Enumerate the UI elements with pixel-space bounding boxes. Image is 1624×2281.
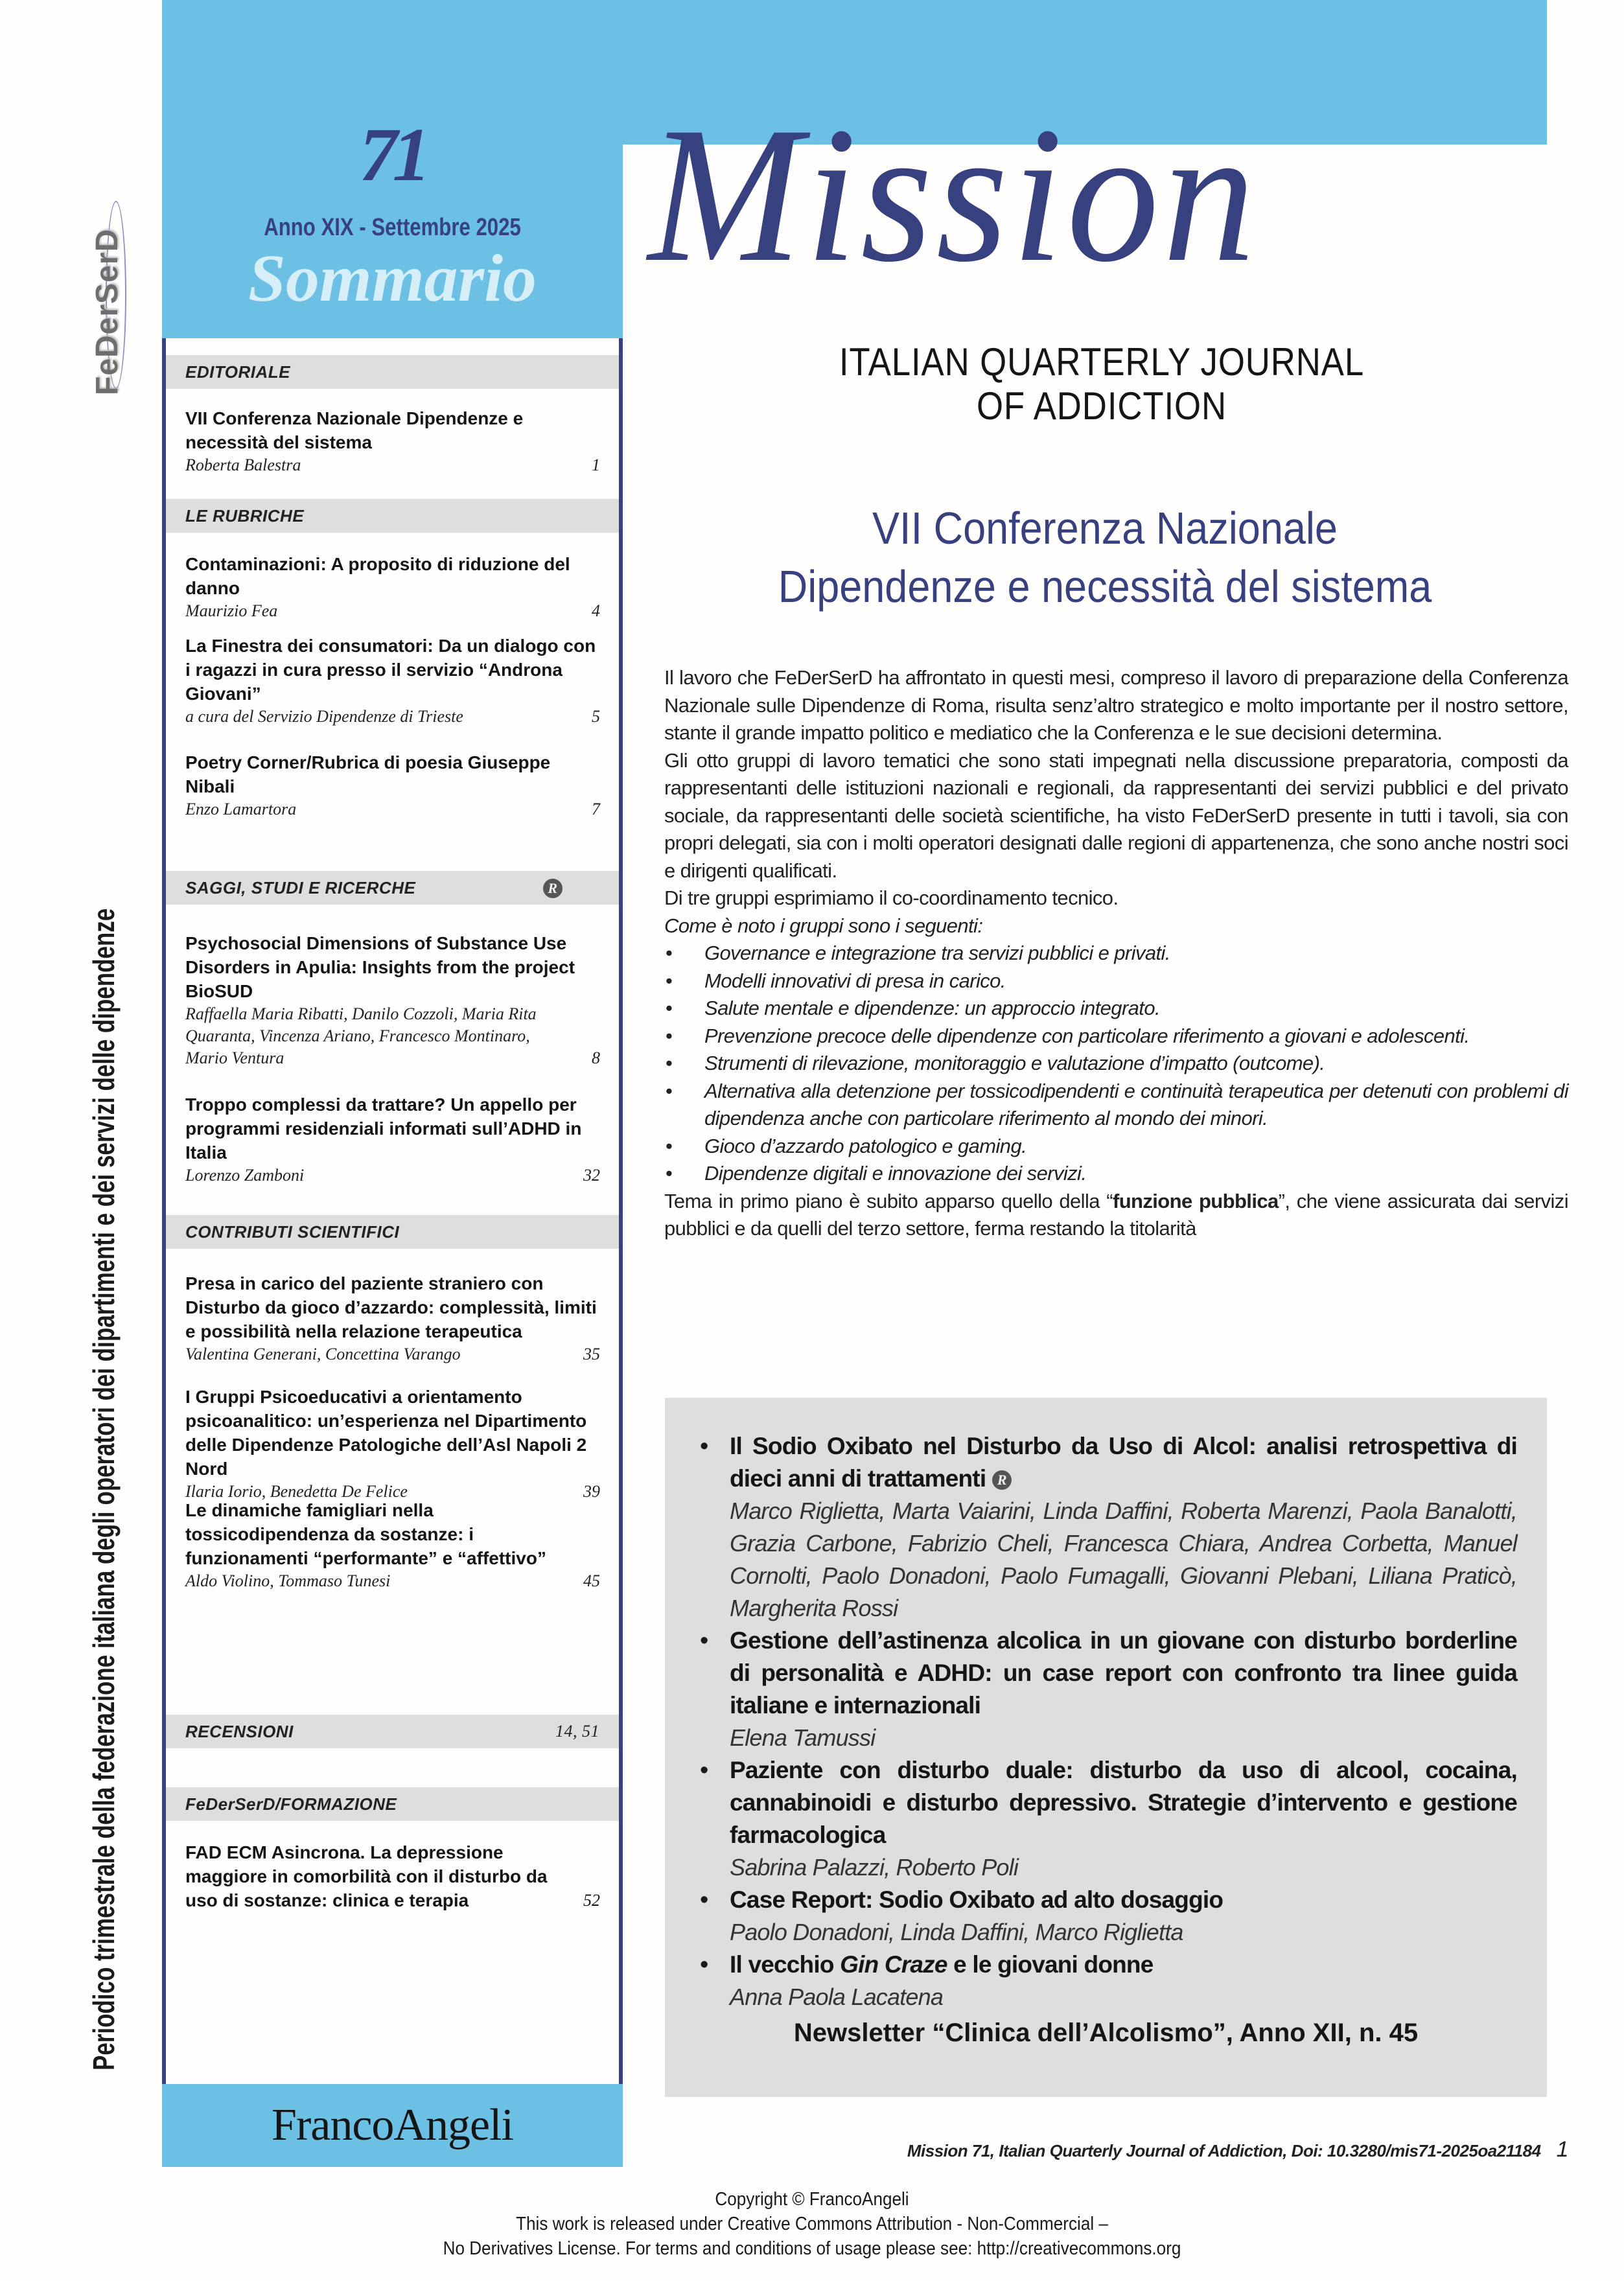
newsletter-item[interactable] <box>697 1754 1517 1884</box>
newsletter-item-authors: Anna Paola Lacatena <box>730 1984 944 2010</box>
doi-text: Mission 71, Italian Quarterly Journal of Addiction, Doi: 10.3280/mis71-2025oa21184 <box>907 2141 1541 2160</box>
toc-item[interactable] <box>185 406 600 476</box>
list-item: • Alternativa alla detenzione per tossicodipendenti e continuità terapeutica per detenuti con problemi di dipendenza anche con particolare riferimento al mondo dei minori. <box>664 1078 1568 1133</box>
vertical-caption <box>84 424 123 2070</box>
newsletter-item[interactable] <box>697 1884 1517 1949</box>
doi-line <box>674 2137 1568 2162</box>
toc-item[interactable] <box>185 552 600 622</box>
newsletter-item-title: • Gestione dell’astinenza alcolica in un giovane con disturbo borderline di personalità e ADHD: un case report con confronto tra linee guida italiane e internazionali <box>730 1627 1517 1719</box>
toc-item-title: FAD ECM Asincrona. La depressione maggiore in comorbilità con il disturbo da uso di sostanze: clinica e terapia <box>185 1842 548 1910</box>
toc-item-title: Presa in carico del paziente straniero con Disturbo da gioco d’azzardo: complessità, limiti e possibilità nella relazione terapeutica <box>185 1273 597 1341</box>
newsletter-footer: Newsletter “Clinica dell’Alcolismo”, Anno XII, n. 45 <box>793 2019 1419 2047</box>
publisher-logo: FrancoAngeli <box>162 2084 623 2167</box>
toc-item[interactable] <box>185 1271 600 1365</box>
list-item: • Modelli innovativi di presa in carico. <box>664 967 1568 995</box>
toc-item-page: 4 <box>592 601 600 620</box>
toc-item-authors: Lorenzo Zamboni <box>185 1166 305 1185</box>
toc-item-authors: Valentina Generani, Concettina Varango <box>185 1345 461 1363</box>
list-item: • Salute mentale e dipendenze: un approccio integrato. <box>664 995 1568 1023</box>
copyright-notice: Copyright © FrancoAngeli This work is released under Creative Commons Attribution - Non-Commercial – No Derivatives License. For terms and conditions of usage please see: http://creativecommons.org <box>443 2189 1181 2259</box>
toc-section-formazione: FeDerSerD/FORMAZIONE <box>166 1787 619 1821</box>
toc-item-title: Troppo complessi da trattare? Un appello per programmi residenziali informati sull’ADHD in Italia <box>185 1094 582 1163</box>
toc-item-title: Le dinamiche famigliari nella tossicodipendenza da sostanze: i funzionamenti “performante” e “affettivo” <box>185 1500 546 1568</box>
newsletter-item-authors: Sabrina Palazzi, Roberto Poli <box>730 1854 1019 1881</box>
article-title: VII Conferenza Nazionale Dipendenze e necessità del sistema <box>778 503 1432 612</box>
newsletter-item[interactable] <box>697 1949 1517 2013</box>
toc-item-title: I Gruppi Psicoeducativi a orientamento psicoanalitico: un’esperienza nel Dipartimento delle Dipendenze Patologiche dell’Asl Napoli 2 Nord <box>185 1387 587 1479</box>
toc-item-authors: Ilaria Iorio, Benedetta De Felice <box>185 1482 408 1501</box>
toc-item-page: 5 <box>592 707 600 726</box>
working-groups-list <box>664 940 1568 1188</box>
newsletter-item-title: • Case Report: Sodio Oxibato ad alto dosaggio <box>730 1886 1224 1913</box>
newsletter-item[interactable] <box>697 1625 1517 1754</box>
toc-item[interactable] <box>185 931 600 1069</box>
newsletter-item-authors: Marco Riglietta, Marta Vaiarini, Linda Daffini, Roberta Marenzi, Paola Banalotti, Grazia Carbone, Fabrizio Cheli, Francesca Chiara, Andrea Corbetta, Manuel Cornolti, Paolo Donadoni, Paolo Fumagalli, Giovanni Plebani, Liliana Praticò, Margherita Rossi <box>730 1498 1517 1621</box>
newsletter-box <box>665 1398 1547 2097</box>
journal-title: Mission <box>648 87 1259 302</box>
toc-item-authors: a cura del Servizio Dipendenze di Trieste <box>185 707 463 726</box>
list-item: • Governance e integrazione tra servizi pubblici e privati. <box>664 940 1568 967</box>
toc-item[interactable] <box>185 634 600 728</box>
toc-item-authors: Roberta Balestra <box>185 456 301 474</box>
newsletter-item-title: Il Sodio Oxibato nel Disturbo da Uso di Alcol: analisi retrospettiva di dieci anni di trattamenti <box>730 1433 1517 1492</box>
newsletter-item[interactable] <box>697 1430 1517 1625</box>
toc-item-page: 35 <box>583 1345 600 1363</box>
logo-text: FeDerSerD <box>90 228 124 395</box>
article-paragraph: Gli otto gruppi di lavoro tematici che sono stati impegnati nella discussione preparatoria, composti da rappresentanti delle istituzioni nazionali e regionali, da rappresentanti dei servizi pubblici e del privato sociale, da rappresentanti delle società scientifiche, ha visto FeDerSerD presente in tutti i tavoli, sia con propri delegati, sia con i molti operatori designati dalle regioni di appartenenza, che sono anche nostri soci e dirigenti qualificati. <box>664 748 1568 882</box>
sommario-heading: Sommario <box>248 241 537 316</box>
vertical-caption-text: Periodico trimestrale della federazione italiana degli operatori dei dipartimenti e dei servizi delle dipendenze <box>87 908 121 2070</box>
list-item: • Gioco d’azzardo patologico e gaming. <box>664 1133 1568 1161</box>
toc-section-saggi: SAGGI, STUDI E RICERCHE R <box>166 871 619 905</box>
toc-item[interactable] <box>185 1093 600 1187</box>
toc-item-title: La Finestra dei consumatori: Da un dialogo con i ragazzi in cura presso il servizio “Androna Giovani” <box>185 636 596 704</box>
federserd-logo <box>83 185 128 399</box>
toc-section-rubriche: LE RUBRICHE <box>166 499 619 533</box>
newsletter-item-title: • Il vecchio Gin Craze e le giovani donne <box>730 1951 1154 1978</box>
toc-item-title: Poetry Corner/Rubrica di poesia Giuseppe Nibali <box>185 752 551 796</box>
toc-item-page: 45 <box>583 1571 600 1590</box>
article-list-intro: Come è noto i gruppi sono i seguenti: <box>664 914 983 937</box>
toc-section-editoriale: EDITORIALE <box>166 355 619 389</box>
toc-section-contributi: CONTRIBUTI SCIENTIFICI <box>166 1215 619 1249</box>
peer-review-icon: R <box>992 1470 1012 1490</box>
toc-item[interactable] <box>185 1840 600 1912</box>
newsletter-item-authors: Paolo Donadoni, Linda Daffini, Marco Riglietta <box>730 1919 1183 1945</box>
toc-item-title: Psychosocial Dimensions of Substance Use Disorders in Apulia: Insights from the project BioSUD <box>185 933 575 1001</box>
page-number: 1 <box>1556 2137 1568 2162</box>
issue-number: 71 <box>359 112 426 197</box>
toc-item-page: 32 <box>583 1166 600 1185</box>
toc-item-page: 8 <box>592 1048 600 1067</box>
toc-section-recensioni[interactable]: RECENSIONI 14, 51 <box>166 1715 619 1748</box>
article-paragraph: Tema in primo piano è subito apparso quello della “funzione pubblica”, che viene assicurata dai servizi pubblici e da quelli del terzo settore, ferma restando la titolarità <box>664 1189 1568 1240</box>
list-item: • Prevenzione precoce delle dipendenze con particolare riferimento a giovani e adolescenti. <box>664 1023 1568 1050</box>
toc-section-pages: 14, 51 <box>555 1722 599 1741</box>
toc-item-title: Contaminazioni: A proposito di riduzione del danno <box>185 554 570 598</box>
article-paragraph: Il lavoro che FeDerSerD ha affrontato in questi mesi, compreso il lavoro di preparazione della Conferenza Nazionale sulle Dipendenze di Roma, risulta senz’altro strategico e molto importante per il nostro settore, stante il grande impatto politico e mediatico che la Conferenza e le sue decisioni determina. <box>664 666 1568 744</box>
issue-date: Anno XIX - Settembre 2025 <box>264 214 521 241</box>
toc-item-page: 1 <box>592 456 600 474</box>
journal-subtitle: ITALIAN QUARTERLY JOURNAL OF ADDICTION <box>839 340 1365 428</box>
toc-item-title: VII Conferenza Nazionale Dipendenze e necessità del sistema <box>185 408 524 452</box>
list-item: • Dipendenze digitali e innovazione dei servizi. <box>664 1160 1568 1188</box>
newsletter-list <box>697 1430 1517 2013</box>
table-of-contents <box>162 338 623 2084</box>
peer-review-icon: R <box>543 879 563 898</box>
toc-item-authors: Aldo Violino, Tommaso Tunesi <box>185 1571 391 1590</box>
toc-item-authors: Raffaella Maria Ribatti, Danilo Cozzoli, Maria Rita Quaranta, Vincenza Ariano, Francesco Montinaro, Mario Ventura <box>185 1004 537 1067</box>
list-item: • Strumenti di rilevazione, monitoraggio e valutazione d’impatto (outcome). <box>664 1050 1568 1078</box>
article-body <box>664 664 1568 1243</box>
toc-item[interactable] <box>185 1385 600 1503</box>
toc-item[interactable] <box>185 1498 600 1592</box>
toc-item[interactable] <box>185 750 600 820</box>
toc-item-page: 52 <box>583 1891 600 1910</box>
newsletter-item-authors: Elena Tamussi <box>730 1724 876 1751</box>
toc-item-authors: Maurizio Fea <box>185 601 278 620</box>
toc-item-page: 7 <box>592 800 600 818</box>
toc-item-authors: Enzo Lamartora <box>185 800 297 818</box>
toc-item-page: 39 <box>583 1482 600 1501</box>
newsletter-item-title: • Paziente con disturbo duale: disturbo da uso di alcool, cocaina, cannabinoidi e disturbo depressivo. Strategie d’intervento e gestione farmacologica <box>730 1757 1517 1848</box>
article-paragraph: Di tre gruppi esprimiamo il co-coordinamento tecnico. <box>664 886 1119 909</box>
